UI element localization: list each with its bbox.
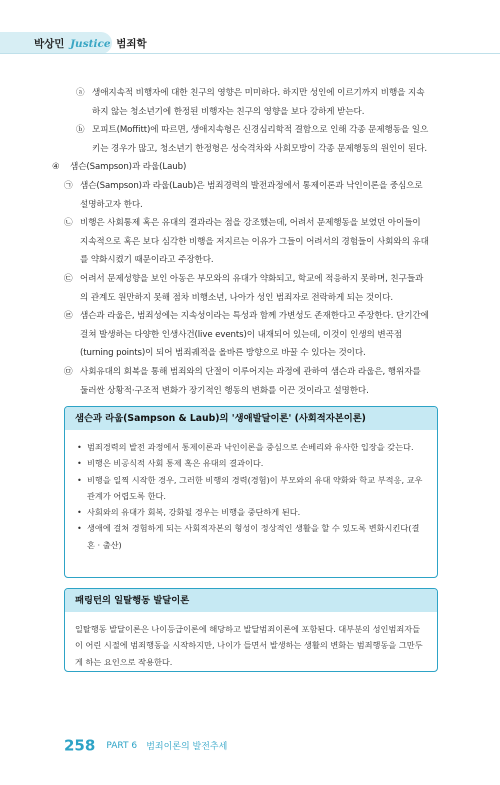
chapter-title: 범죄이론의 발전추세 [146,742,228,752]
item-marker: ㉣ [64,311,73,322]
item-marker: ㉤ [64,366,73,377]
paragraph-sub-1 [64,177,430,214]
running-title [34,36,147,51]
paragraph-item-b [76,121,430,158]
section-heading [52,158,430,177]
subject-name: 범죄학 [116,38,147,50]
box-title: 패링턴의 일탈행동 발달이론 [65,589,437,612]
bullet-item: • 생애에 걸쳐 경험하게 되는 사회적자본의 형성이 정상적인 생활을 할 수 있도록 변화시킨다(결혼 · 출산) [75,520,427,553]
box-body [65,430,437,561]
paragraph-sub-4 [64,307,430,363]
item-marker: ㉠ [64,180,73,191]
item-text: 모피트(Moffitt)에 따르면, 생애지속형은 신경심리학적 결함으로 인해 각종 문제행동을 일으키는 경우가 많고, 청소년기 한정형은 성숙격차와 사회모방이 각종 문제행동의 원인이 된다. [92,125,429,154]
item-text: 사회유대의 회복을 통해 범죄와의 단절이 이루어지는 과정에 관하여 샘슨과 라웁은, 행위자를 둘러싼 상황적·구조적 변화가 장기적인 행동의 변화를 이끈 것이라고 설명한다. [80,366,421,396]
author-name: 박상민 [34,38,65,50]
paragraph-sub-2 [64,214,430,270]
item-marker: ㉢ [64,273,73,284]
page-number: 258 [64,736,96,755]
item-marker: ㉡ [64,218,73,229]
paragraph-sub-3 [64,270,430,307]
summary-box-sampson-laub [64,406,438,578]
item-text: 샘슨과 라웁은, 범죄성에는 지속성이라는 특성과 함께 가변성도 존재한다고 주장한다. 단기간에 걸쳐 발생하는 다양한 인생사건(live events)이 내재되어 있는데, 이것이 인생의 변곡점(turning points)이 되어 범죄궤적을 올바른 방향으로 바꿀 수 있다는 것이다. [80,311,429,359]
brand-name: Justice [70,38,111,50]
bullet-item: • 비행을 일찍 시작한 경우, 그러한 비행의 경력(경험)이 부모와의 유대 약화와 학교 부적응, 교우관계가 어렵도록 한다. [75,472,427,505]
section-marker: ④ [52,162,60,173]
paragraph-sub-5 [64,363,430,400]
bullet-item: • 범죄경력의 발전 과정에서 통제이론과 낙인이론을 중심으로 손베리와 유사한 입장을 갖는다. [75,439,427,455]
section-title: 샘슨(Sampson)과 라웁(Laub) [70,162,187,173]
bullet-list [75,439,427,553]
box-title: 샘슨과 라웁(Sampson & Laub)의 '생애발달이론' (사회적자본이론) [65,407,437,430]
item-marker: ⓐ [76,88,85,98]
page-footer [64,735,227,755]
part-label: PART 6 [106,740,138,751]
item-text: 어려서 문제성향을 보인 아동은 부모와의 유대가 약화되고, 학교에 적응하지 못하며, 친구들과의 관계도 원만하지 못해 점차 비행소년, 나아가 성인 범죄자로 전락하게 되는 것이다. [80,273,424,303]
box-text: 일탈행동 발달이론은 나이등급이론에 해당하고 발달범죄이론에 포함된다. 대부분의 성인범죄자들이 어린 시절에 범죄행동을 시작하지만, 나이가 들면서 발생하는 생활의 변화는 범죄행동을 그만두게 하는 요인으로 작용한다. [75,624,423,667]
main-text [52,84,430,400]
item-text: 샘슨(Sampson)과 라웁(Laub)은 범죄경력의 발전과정에서 통제이론과 낙인이론을 중심으로 설명하고자 한다. [80,180,423,210]
bullet-item: • 사회와의 유대가 회복, 강화될 경우는 비행을 중단하게 된다. [75,504,427,520]
header-divider [0,53,500,54]
item-text: 비행은 사회통제 혹은 유대의 결과라는 점을 강조했는데, 어려서 문제행동을 보였던 아이들이 지속적으로 혹은 보다 심각한 비행을 저지르는 이유가 그들이 어려서의 경험들이 사회와의 유대를 약화시켰기 때문이라고 주장한다. [80,218,429,266]
page-header [0,0,500,60]
bullet-item: • 비행은 비공식적 사회 통제 혹은 유대의 결과이다. [75,455,427,471]
paragraph-item-a [76,84,430,121]
summary-box-farrington [64,588,438,672]
item-text: 생애지속적 비행자에 대한 친구의 영향은 미미하다. 하지만 성인에 이르기까지 비행을 지속하지 않는 청소년기에 한정된 비행자는 친구의 영향을 보다 강하게 받는다. [92,88,425,117]
item-marker: ⓑ [76,125,85,136]
